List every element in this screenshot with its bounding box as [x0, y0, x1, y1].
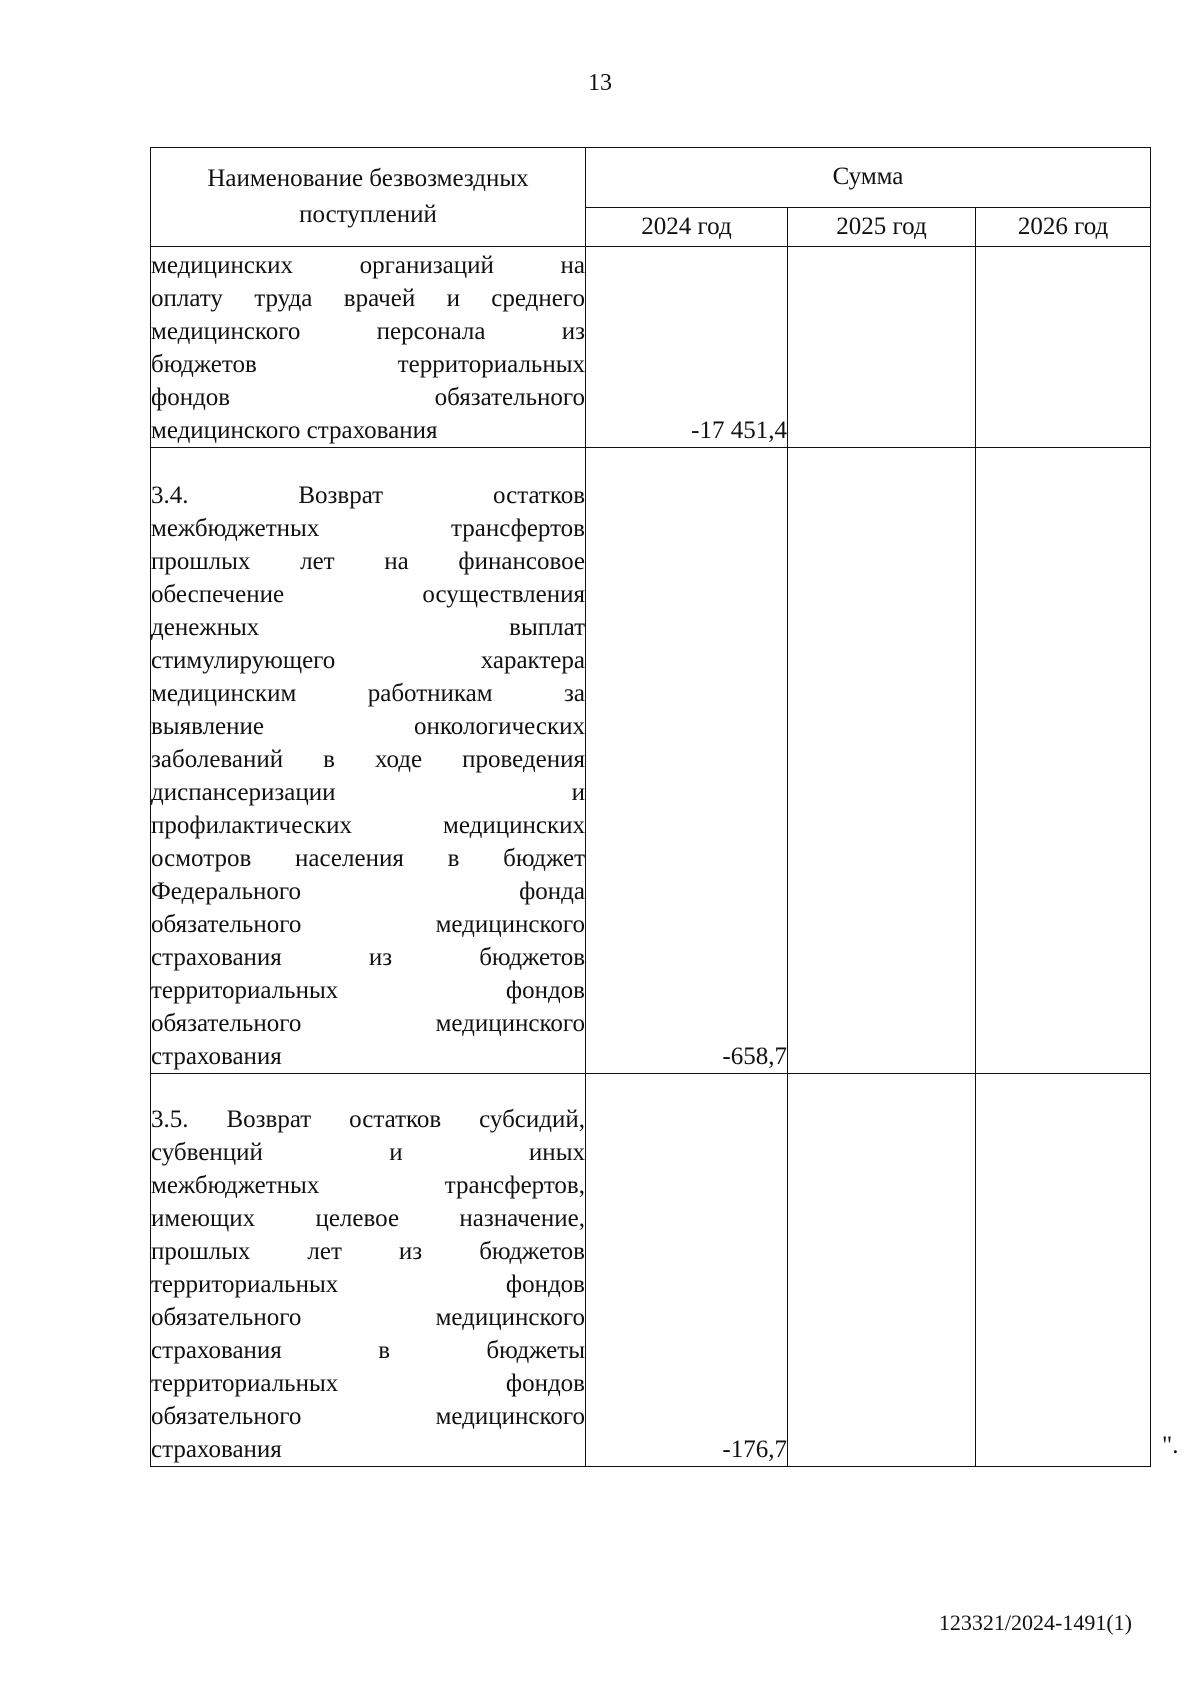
row-name-line: оплату труда врачей и среднего — [151, 285, 585, 312]
row-name-line: стимулирующего характера — [151, 647, 585, 674]
row-name-line: Федерального фонда — [151, 878, 585, 905]
row-name-line: медицинского страхования — [151, 417, 438, 444]
value-2024: -176,7 — [586, 1074, 788, 1467]
value-2024: -658,7 — [586, 448, 788, 1074]
row-name-line: обязательного медицинского — [151, 911, 585, 938]
value-2026 — [976, 448, 1151, 1074]
table-row — [151, 1074, 1151, 1467]
row-name-line: денежных выплат — [151, 614, 585, 641]
row-name-line: медицинского персонала из — [151, 318, 585, 345]
header-sum-column: Сумма — [586, 148, 1151, 208]
value-2024: -17 451,4 — [586, 247, 788, 448]
row-name-cell — [151, 1074, 586, 1467]
row-name-line: имеющих целевое назначение, — [151, 1205, 585, 1232]
row-name-cell — [151, 448, 586, 1074]
closing-quote: ". — [1162, 1432, 1179, 1459]
header-year-2024: 2024 год — [586, 207, 788, 246]
row-name-line: фондов обязательного — [151, 384, 585, 411]
row-name-line: страхования — [151, 1436, 282, 1463]
header-year-2026: 2026 год — [976, 207, 1151, 246]
row-name-line: профилактических медицинских — [151, 812, 585, 839]
row-name-line: обязательного медицинского — [151, 1304, 585, 1331]
row-name-line: медицинским работникам за — [151, 680, 585, 707]
header-name-column: Наименование безвозмездных поступлений — [151, 148, 586, 247]
value-2026 — [976, 1074, 1151, 1467]
row-name-line: осмотров населения в бюджет — [151, 845, 585, 872]
row-name-line: бюджетов территориальных — [151, 351, 585, 378]
row-name-line: обязательного медицинского — [151, 1403, 585, 1430]
value-2025 — [788, 1074, 976, 1467]
row-name-line: страхования из бюджетов — [151, 944, 585, 971]
row-name-line: медицинских организаций на — [151, 252, 585, 279]
row-name-line: межбюджетных трансфертов, — [151, 1172, 585, 1199]
row-name-line: территориальных фондов — [151, 1271, 585, 1298]
value-2026 — [976, 247, 1151, 448]
row-name-line: страхования в бюджеты — [151, 1337, 585, 1364]
row-name-line: межбюджетных трансфертов — [151, 515, 585, 542]
revenue-table — [150, 147, 1151, 1467]
row-name-line: прошлых лет из бюджетов — [151, 1238, 585, 1265]
value-2025 — [788, 247, 976, 448]
header-year-2025: 2025 год — [788, 207, 976, 246]
row-name-line: прошлых лет на финансовое — [151, 548, 585, 575]
table-row — [151, 247, 1151, 448]
row-name-line: диспансеризации и — [151, 779, 585, 806]
row-name-line: выявление онкологических — [151, 713, 585, 740]
row-name-line: заболеваний в ходе проведения — [151, 746, 585, 773]
row-name-line: территориальных фондов — [151, 1370, 585, 1397]
row-name-line: 3.5. Возврат остатков субсидий, — [151, 1106, 585, 1133]
row-name-line: 3.4. Возврат остатков — [151, 482, 585, 509]
page-number: 13 — [588, 70, 612, 96]
row-name-line: страхования — [151, 1043, 282, 1070]
value-2025 — [788, 448, 976, 1074]
row-name-line: территориальных фондов — [151, 977, 585, 1004]
row-name-line: обязательного медицинского — [151, 1010, 585, 1037]
table-row — [151, 448, 1151, 1074]
row-name-cell — [151, 247, 586, 448]
row-name-line: субвенций и иных — [151, 1139, 585, 1166]
row-name-line: обеспечение осуществления — [151, 581, 585, 608]
document-code: 123321/2024-1491(1) — [938, 1610, 1132, 1635]
